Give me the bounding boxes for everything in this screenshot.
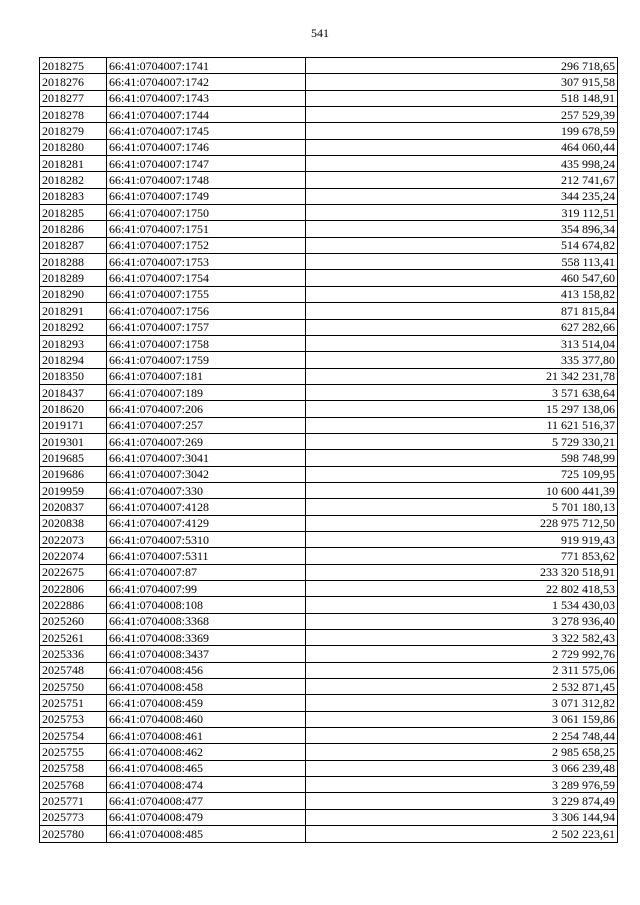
cadastral-value-cell: 22 802 418,53 xyxy=(306,581,618,597)
cadastral-number-cell: 66:41:0704007:5311 xyxy=(107,548,306,564)
row-number-cell: 2018350 xyxy=(40,368,107,384)
row-number-cell: 2025260 xyxy=(40,613,107,629)
cadastral-value-cell: 558 113,41 xyxy=(306,254,618,270)
cadastral-number-cell: 66:41:0704007:1746 xyxy=(107,139,306,155)
table-row xyxy=(40,90,618,106)
row-number-cell: 2018277 xyxy=(40,90,107,106)
table-row xyxy=(40,368,618,384)
cadastral-value-cell: 3 322 582,43 xyxy=(306,630,618,646)
table-row xyxy=(40,564,618,580)
row-number-cell: 2019171 xyxy=(40,417,107,433)
row-number-cell: 2025748 xyxy=(40,662,107,678)
cadastral-number-cell: 66:41:0704008:461 xyxy=(107,728,306,744)
cadastral-value-cell: 464 060,44 xyxy=(306,139,618,155)
cadastral-value-cell: 2 985 658,25 xyxy=(306,744,618,760)
table-row xyxy=(40,744,618,760)
cadastral-number-cell: 66:41:0704007:87 xyxy=(107,564,306,580)
table-row xyxy=(40,711,618,727)
row-number-cell: 2025750 xyxy=(40,679,107,695)
row-number-cell: 2019686 xyxy=(40,466,107,482)
table-row xyxy=(40,695,618,711)
row-number-cell: 2025758 xyxy=(40,760,107,776)
row-number-cell: 2018285 xyxy=(40,205,107,221)
cadastral-number-cell: 66:41:0704007:181 xyxy=(107,368,306,384)
cadastral-number-cell: 66:41:0704008:460 xyxy=(107,711,306,727)
row-number-cell: 2018280 xyxy=(40,139,107,155)
cadastral-number-cell: 66:41:0704007:189 xyxy=(107,384,306,400)
table-row xyxy=(40,531,618,547)
cadastral-number-cell: 66:41:0704007:1754 xyxy=(107,270,306,286)
cadastral-number-cell: 66:41:0704008:479 xyxy=(107,809,306,825)
table-row xyxy=(40,646,618,662)
row-number-cell: 2018292 xyxy=(40,319,107,335)
cadastral-number-cell: 66:41:0704007:4129 xyxy=(107,515,306,531)
cadastral-value-cell: 598 748,99 xyxy=(306,450,618,466)
table-row xyxy=(40,107,618,123)
cadastral-number-cell: 66:41:0704007:1745 xyxy=(107,123,306,139)
cadastral-value-cell: 5 701 180,13 xyxy=(306,499,618,515)
cadastral-value-cell: 233 320 518,91 xyxy=(306,564,618,580)
table-row xyxy=(40,793,618,809)
table-row xyxy=(40,482,618,498)
table-row xyxy=(40,156,618,172)
cadastral-value-cell: 919 919,43 xyxy=(306,531,618,547)
table-row xyxy=(40,172,618,188)
row-number-cell: 2018290 xyxy=(40,286,107,302)
row-number-cell: 2022886 xyxy=(40,597,107,613)
cadastral-number-cell: 66:41:0704007:1752 xyxy=(107,237,306,253)
cadastral-number-cell: 66:41:0704008:474 xyxy=(107,777,306,793)
cadastral-value-cell: 296 718,65 xyxy=(306,58,618,74)
row-number-cell: 2025753 xyxy=(40,711,107,727)
table-row xyxy=(40,352,618,368)
row-number-cell: 2019685 xyxy=(40,450,107,466)
row-number-cell: 2025768 xyxy=(40,777,107,793)
row-number-cell: 2018294 xyxy=(40,352,107,368)
cadastral-value-cell: 3 061 159,86 xyxy=(306,711,618,727)
table-row xyxy=(40,237,618,253)
cadastral-number-cell: 66:41:0704007:3042 xyxy=(107,466,306,482)
cadastral-number-cell: 66:41:0704007:1741 xyxy=(107,58,306,74)
cadastral-number-cell: 66:41:0704008:108 xyxy=(107,597,306,613)
cadastral-number-cell: 66:41:0704007:1758 xyxy=(107,335,306,351)
row-number-cell: 2025336 xyxy=(40,646,107,662)
table-row xyxy=(40,417,618,433)
cadastral-number-cell: 66:41:0704008:485 xyxy=(107,826,306,842)
cadastral-number-cell: 66:41:0704008:462 xyxy=(107,744,306,760)
table-row xyxy=(40,499,618,515)
cadastral-value-cell: 3 071 312,82 xyxy=(306,695,618,711)
row-number-cell: 2018275 xyxy=(40,58,107,74)
cadastral-number-cell: 66:41:0704008:3368 xyxy=(107,613,306,629)
cadastral-value-cell: 725 109,95 xyxy=(306,466,618,482)
table-row xyxy=(40,662,618,678)
cadastral-number-cell: 66:41:0704007:206 xyxy=(107,401,306,417)
row-number-cell: 2018287 xyxy=(40,237,107,253)
cadastral-number-cell: 66:41:0704007:99 xyxy=(107,581,306,597)
cadastral-number-cell: 66:41:0704007:1742 xyxy=(107,74,306,90)
cadastral-value-cell: 3 289 976,59 xyxy=(306,777,618,793)
row-number-cell: 2018283 xyxy=(40,188,107,204)
cadastral-value-cell: 335 377,80 xyxy=(306,352,618,368)
cadastral-value-table xyxy=(39,57,618,843)
cadastral-value-cell: 1 534 430,03 xyxy=(306,597,618,613)
row-number-cell: 2018282 xyxy=(40,172,107,188)
cadastral-number-cell: 66:41:0704008:477 xyxy=(107,793,306,809)
cadastral-value-cell: 257 529,39 xyxy=(306,107,618,123)
cadastral-value-cell: 3 306 144,94 xyxy=(306,809,618,825)
table-row xyxy=(40,760,618,776)
cadastral-value-cell: 2 254 748,44 xyxy=(306,728,618,744)
table-row xyxy=(40,630,618,646)
row-number-cell: 2022806 xyxy=(40,581,107,597)
cadastral-number-cell: 66:41:0704007:1743 xyxy=(107,90,306,106)
cadastral-value-cell: 518 148,91 xyxy=(306,90,618,106)
cadastral-value-cell: 21 342 231,78 xyxy=(306,368,618,384)
table-row xyxy=(40,74,618,90)
table-row xyxy=(40,205,618,221)
table-row xyxy=(40,679,618,695)
cadastral-value-cell: 460 547,60 xyxy=(306,270,618,286)
row-number-cell: 2018286 xyxy=(40,221,107,237)
cadastral-value-cell: 313 514,04 xyxy=(306,335,618,351)
cadastral-value-cell: 871 815,84 xyxy=(306,303,618,319)
row-number-cell: 2022074 xyxy=(40,548,107,564)
cadastral-number-cell: 66:41:0704007:1757 xyxy=(107,319,306,335)
cadastral-value-cell: 3 571 638,64 xyxy=(306,384,618,400)
cadastral-value-cell: 344 235,24 xyxy=(306,188,618,204)
table-row xyxy=(40,826,618,842)
table-row xyxy=(40,581,618,597)
cadastral-value-cell: 2 311 575,06 xyxy=(306,662,618,678)
row-number-cell: 2018289 xyxy=(40,270,107,286)
row-number-cell: 2025780 xyxy=(40,826,107,842)
table-row xyxy=(40,384,618,400)
cadastral-value-cell: 413 158,82 xyxy=(306,286,618,302)
cadastral-value-cell: 2 532 871,45 xyxy=(306,679,618,695)
row-number-cell: 2018620 xyxy=(40,401,107,417)
table-row xyxy=(40,433,618,449)
row-number-cell: 2025751 xyxy=(40,695,107,711)
cadastral-value-cell: 199 678,59 xyxy=(306,123,618,139)
cadastral-number-cell: 66:41:0704007:3041 xyxy=(107,450,306,466)
cadastral-number-cell: 66:41:0704008:3437 xyxy=(107,646,306,662)
table-row xyxy=(40,401,618,417)
cadastral-number-cell: 66:41:0704008:456 xyxy=(107,662,306,678)
table-row xyxy=(40,319,618,335)
cadastral-value-cell: 771 853,62 xyxy=(306,548,618,564)
table-row xyxy=(40,123,618,139)
cadastral-value-cell: 354 896,34 xyxy=(306,221,618,237)
row-number-cell: 2019301 xyxy=(40,433,107,449)
table-row xyxy=(40,809,618,825)
row-number-cell: 2025261 xyxy=(40,630,107,646)
cadastral-number-cell: 66:41:0704008:458 xyxy=(107,679,306,695)
table-row xyxy=(40,188,618,204)
table-row xyxy=(40,466,618,482)
cadastral-value-cell: 15 297 138,06 xyxy=(306,401,618,417)
cadastral-value-cell: 627 282,66 xyxy=(306,319,618,335)
row-number-cell: 2025771 xyxy=(40,793,107,809)
page-number: 541 xyxy=(311,26,329,40)
cadastral-number-cell: 66:41:0704007:1748 xyxy=(107,172,306,188)
cadastral-value-cell: 228 975 712,50 xyxy=(306,515,618,531)
cadastral-number-cell: 66:41:0704007:269 xyxy=(107,433,306,449)
row-number-cell: 2020838 xyxy=(40,515,107,531)
row-number-cell: 2018293 xyxy=(40,335,107,351)
row-number-cell: 2018276 xyxy=(40,74,107,90)
table-row xyxy=(40,450,618,466)
table-row xyxy=(40,335,618,351)
cadastral-number-cell: 66:41:0704007:4128 xyxy=(107,499,306,515)
row-number-cell: 2022675 xyxy=(40,564,107,580)
cadastral-number-cell: 66:41:0704007:1759 xyxy=(107,352,306,368)
row-number-cell: 2018437 xyxy=(40,384,107,400)
table-row xyxy=(40,139,618,155)
row-number-cell: 2018288 xyxy=(40,254,107,270)
row-number-cell: 2025754 xyxy=(40,728,107,744)
cadastral-number-cell: 66:41:0704007:1747 xyxy=(107,156,306,172)
row-number-cell: 2018291 xyxy=(40,303,107,319)
cadastral-number-cell: 66:41:0704007:1744 xyxy=(107,107,306,123)
cadastral-value-cell: 435 998,24 xyxy=(306,156,618,172)
cadastral-value-cell: 319 112,51 xyxy=(306,205,618,221)
table-row xyxy=(40,221,618,237)
cadastral-value-cell: 514 674,82 xyxy=(306,237,618,253)
cadastral-value-cell: 2 729 992,76 xyxy=(306,646,618,662)
table-row xyxy=(40,270,618,286)
cadastral-number-cell: 66:41:0704008:459 xyxy=(107,695,306,711)
cadastral-value-cell: 3 229 874,49 xyxy=(306,793,618,809)
table-row xyxy=(40,286,618,302)
cadastral-number-cell: 66:41:0704007:1753 xyxy=(107,254,306,270)
row-number-cell: 2022073 xyxy=(40,531,107,547)
table-row xyxy=(40,58,618,74)
table-row xyxy=(40,597,618,613)
cadastral-value-cell: 212 741,67 xyxy=(306,172,618,188)
cadastral-number-cell: 66:41:0704007:1751 xyxy=(107,221,306,237)
table-row xyxy=(40,254,618,270)
cadastral-value-cell: 3 278 936,40 xyxy=(306,613,618,629)
cadastral-number-cell: 66:41:0704008:3369 xyxy=(107,630,306,646)
row-number-cell: 2018279 xyxy=(40,123,107,139)
table-row xyxy=(40,548,618,564)
table-row xyxy=(40,728,618,744)
cadastral-value-cell: 2 502 223,61 xyxy=(306,826,618,842)
row-number-cell: 2018278 xyxy=(40,107,107,123)
cadastral-number-cell: 66:41:0704007:5310 xyxy=(107,531,306,547)
table-row xyxy=(40,777,618,793)
cadastral-value-cell: 5 729 330,21 xyxy=(306,433,618,449)
row-number-cell: 2020837 xyxy=(40,499,107,515)
cadastral-number-cell: 66:41:0704007:1755 xyxy=(107,286,306,302)
cadastral-number-cell: 66:41:0704007:330 xyxy=(107,482,306,498)
cadastral-value-cell: 3 066 239,48 xyxy=(306,760,618,776)
table-row xyxy=(40,303,618,319)
cadastral-number-cell: 66:41:0704007:257 xyxy=(107,417,306,433)
cadastral-value-cell: 11 621 516,37 xyxy=(306,417,618,433)
cadastral-value-cell: 10 600 441,39 xyxy=(306,482,618,498)
cadastral-number-cell: 66:41:0704007:1756 xyxy=(107,303,306,319)
cadastral-number-cell: 66:41:0704008:465 xyxy=(107,760,306,776)
row-number-cell: 2025755 xyxy=(40,744,107,760)
table-body xyxy=(40,58,618,843)
row-number-cell: 2018281 xyxy=(40,156,107,172)
cadastral-value-cell: 307 915,58 xyxy=(306,74,618,90)
row-number-cell: 2019959 xyxy=(40,482,107,498)
table-row xyxy=(40,515,618,531)
cadastral-number-cell: 66:41:0704007:1749 xyxy=(107,188,306,204)
cadastral-number-cell: 66:41:0704007:1750 xyxy=(107,205,306,221)
row-number-cell: 2025773 xyxy=(40,809,107,825)
table-row xyxy=(40,613,618,629)
